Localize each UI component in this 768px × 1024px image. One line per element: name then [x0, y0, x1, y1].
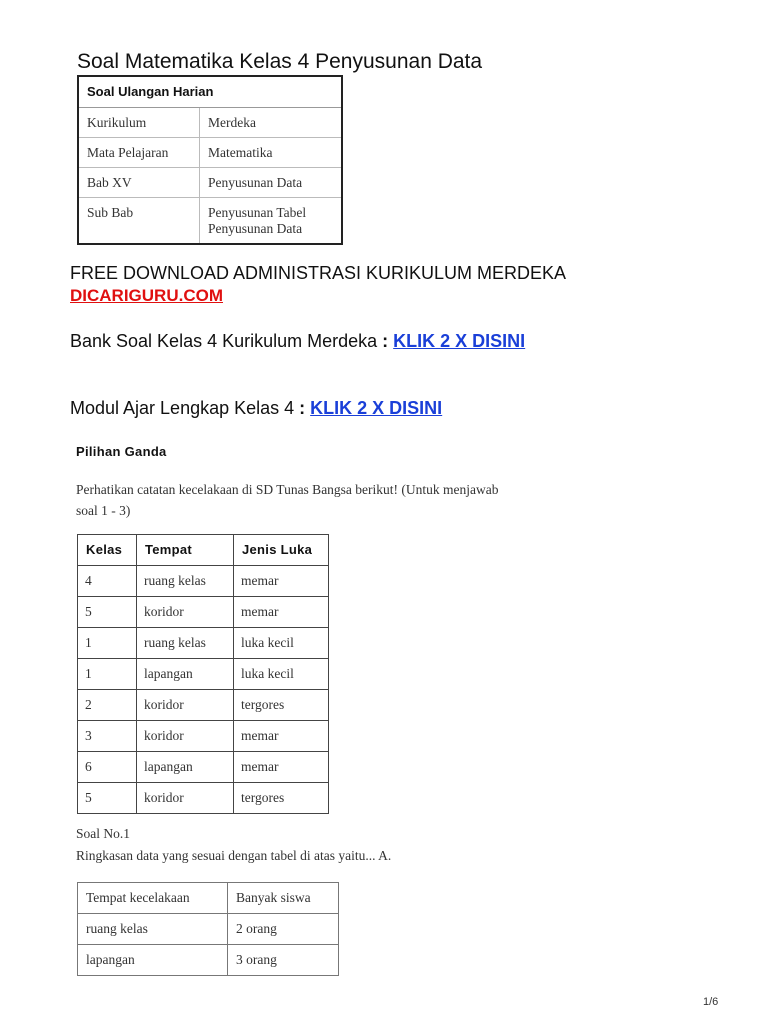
info-value: Matematika: [200, 138, 343, 168]
table-cell: luka kecil: [234, 628, 329, 659]
info-table: [77, 75, 343, 245]
table-cell: memar: [234, 752, 329, 783]
site-link[interactable]: DICARIGURU.COM: [70, 286, 223, 305]
table-cell: 2 orang: [228, 914, 339, 945]
table-cell: 3: [78, 721, 137, 752]
table-row: [78, 566, 329, 597]
table-cell: 1: [78, 628, 137, 659]
column-header: Tempat: [137, 535, 234, 566]
free-download-banner: FREE DOWNLOAD ADMINISTRASI KURIKULUM MERDEKA: [70, 263, 567, 283]
table-cell: memar: [234, 566, 329, 597]
column-header: Banyak siswa: [228, 883, 339, 914]
info-value: Penyusunan Data: [200, 168, 343, 198]
instruction-text: Perhatikan catatan kecelakaan di SD Tunas Bangsa berikut! (Untuk menjawab soal 1 - 3): [76, 482, 499, 518]
column-header: Jenis Luka: [234, 535, 329, 566]
table-cell: lapangan: [137, 752, 234, 783]
bank-soal-line: [70, 331, 525, 352]
table-header-row: [78, 883, 339, 914]
table-row: [78, 721, 329, 752]
info-value: Merdeka: [200, 108, 343, 138]
table-cell: 2: [78, 690, 137, 721]
page-title: Soal Matematika Kelas 4 Penyusunan Data: [77, 50, 483, 73]
modul-ajar-text: Modul Ajar Lengkap Kelas 4: [70, 398, 295, 418]
modul-ajar-link[interactable]: KLIK 2 X DISINI: [310, 398, 443, 418]
table-cell: 6: [78, 752, 137, 783]
bank-soal-colon: :: [377, 331, 394, 351]
table-cell: ruang kelas: [78, 914, 228, 945]
table-header-row: [78, 535, 329, 566]
table-cell: ruang kelas: [137, 628, 234, 659]
info-value: Penyusunan Tabel Penyusunan Data: [200, 198, 343, 244]
table-row: [78, 168, 342, 198]
info-table-header: Soal Ulangan Harian: [78, 76, 342, 108]
table-cell: tergores: [234, 690, 329, 721]
column-header: Tempat kecelakaan: [78, 883, 228, 914]
table-cell: 5: [78, 783, 137, 814]
table-cell: 3 orang: [228, 945, 339, 976]
table-row: [78, 945, 339, 976]
bank-soal-link[interactable]: KLIK 2 X DISINI: [393, 331, 526, 351]
question-number: Soal No.1: [76, 826, 130, 841]
table-row: [78, 108, 342, 138]
info-label: Kurikulum: [78, 108, 200, 138]
table-cell: koridor: [137, 721, 234, 752]
table-row: [78, 659, 329, 690]
section-title: Pilihan Ganda: [76, 444, 167, 459]
table-row: [78, 198, 342, 244]
table-row: [78, 597, 329, 628]
table-cell: ruang kelas: [137, 566, 234, 597]
modul-ajar-colon: :: [294, 398, 311, 418]
table-row: [78, 138, 342, 168]
table-cell: lapangan: [78, 945, 228, 976]
table-cell: 1: [78, 659, 137, 690]
accident-table: [77, 534, 329, 814]
table-cell: 4: [78, 566, 137, 597]
info-label: Sub Bab: [78, 198, 200, 244]
table-row: [78, 628, 329, 659]
modul-ajar-line: [70, 398, 442, 419]
table-cell: tergores: [234, 783, 329, 814]
table-cell: koridor: [137, 783, 234, 814]
page-number: 1/6: [703, 996, 719, 1008]
info-label: Bab XV: [78, 168, 200, 198]
table-cell: 5: [78, 597, 137, 628]
question-text: Ringkasan data yang sesuai dengan tabel di atas yaitu... A.: [76, 848, 392, 863]
table-row: [78, 783, 329, 814]
table-cell: luka kecil: [234, 659, 329, 690]
bank-soal-text: Bank Soal Kelas 4 Kurikulum Merdeka: [70, 331, 378, 351]
table-row: [78, 914, 339, 945]
table-cell: memar: [234, 597, 329, 628]
answer-table: [77, 882, 339, 976]
table-cell: lapangan: [137, 659, 234, 690]
column-header: Kelas: [78, 535, 137, 566]
table-cell: memar: [234, 721, 329, 752]
table-cell: koridor: [137, 690, 234, 721]
table-cell: koridor: [137, 597, 234, 628]
info-label: Mata Pelajaran: [78, 138, 200, 168]
table-row: [78, 690, 329, 721]
table-row: [78, 752, 329, 783]
